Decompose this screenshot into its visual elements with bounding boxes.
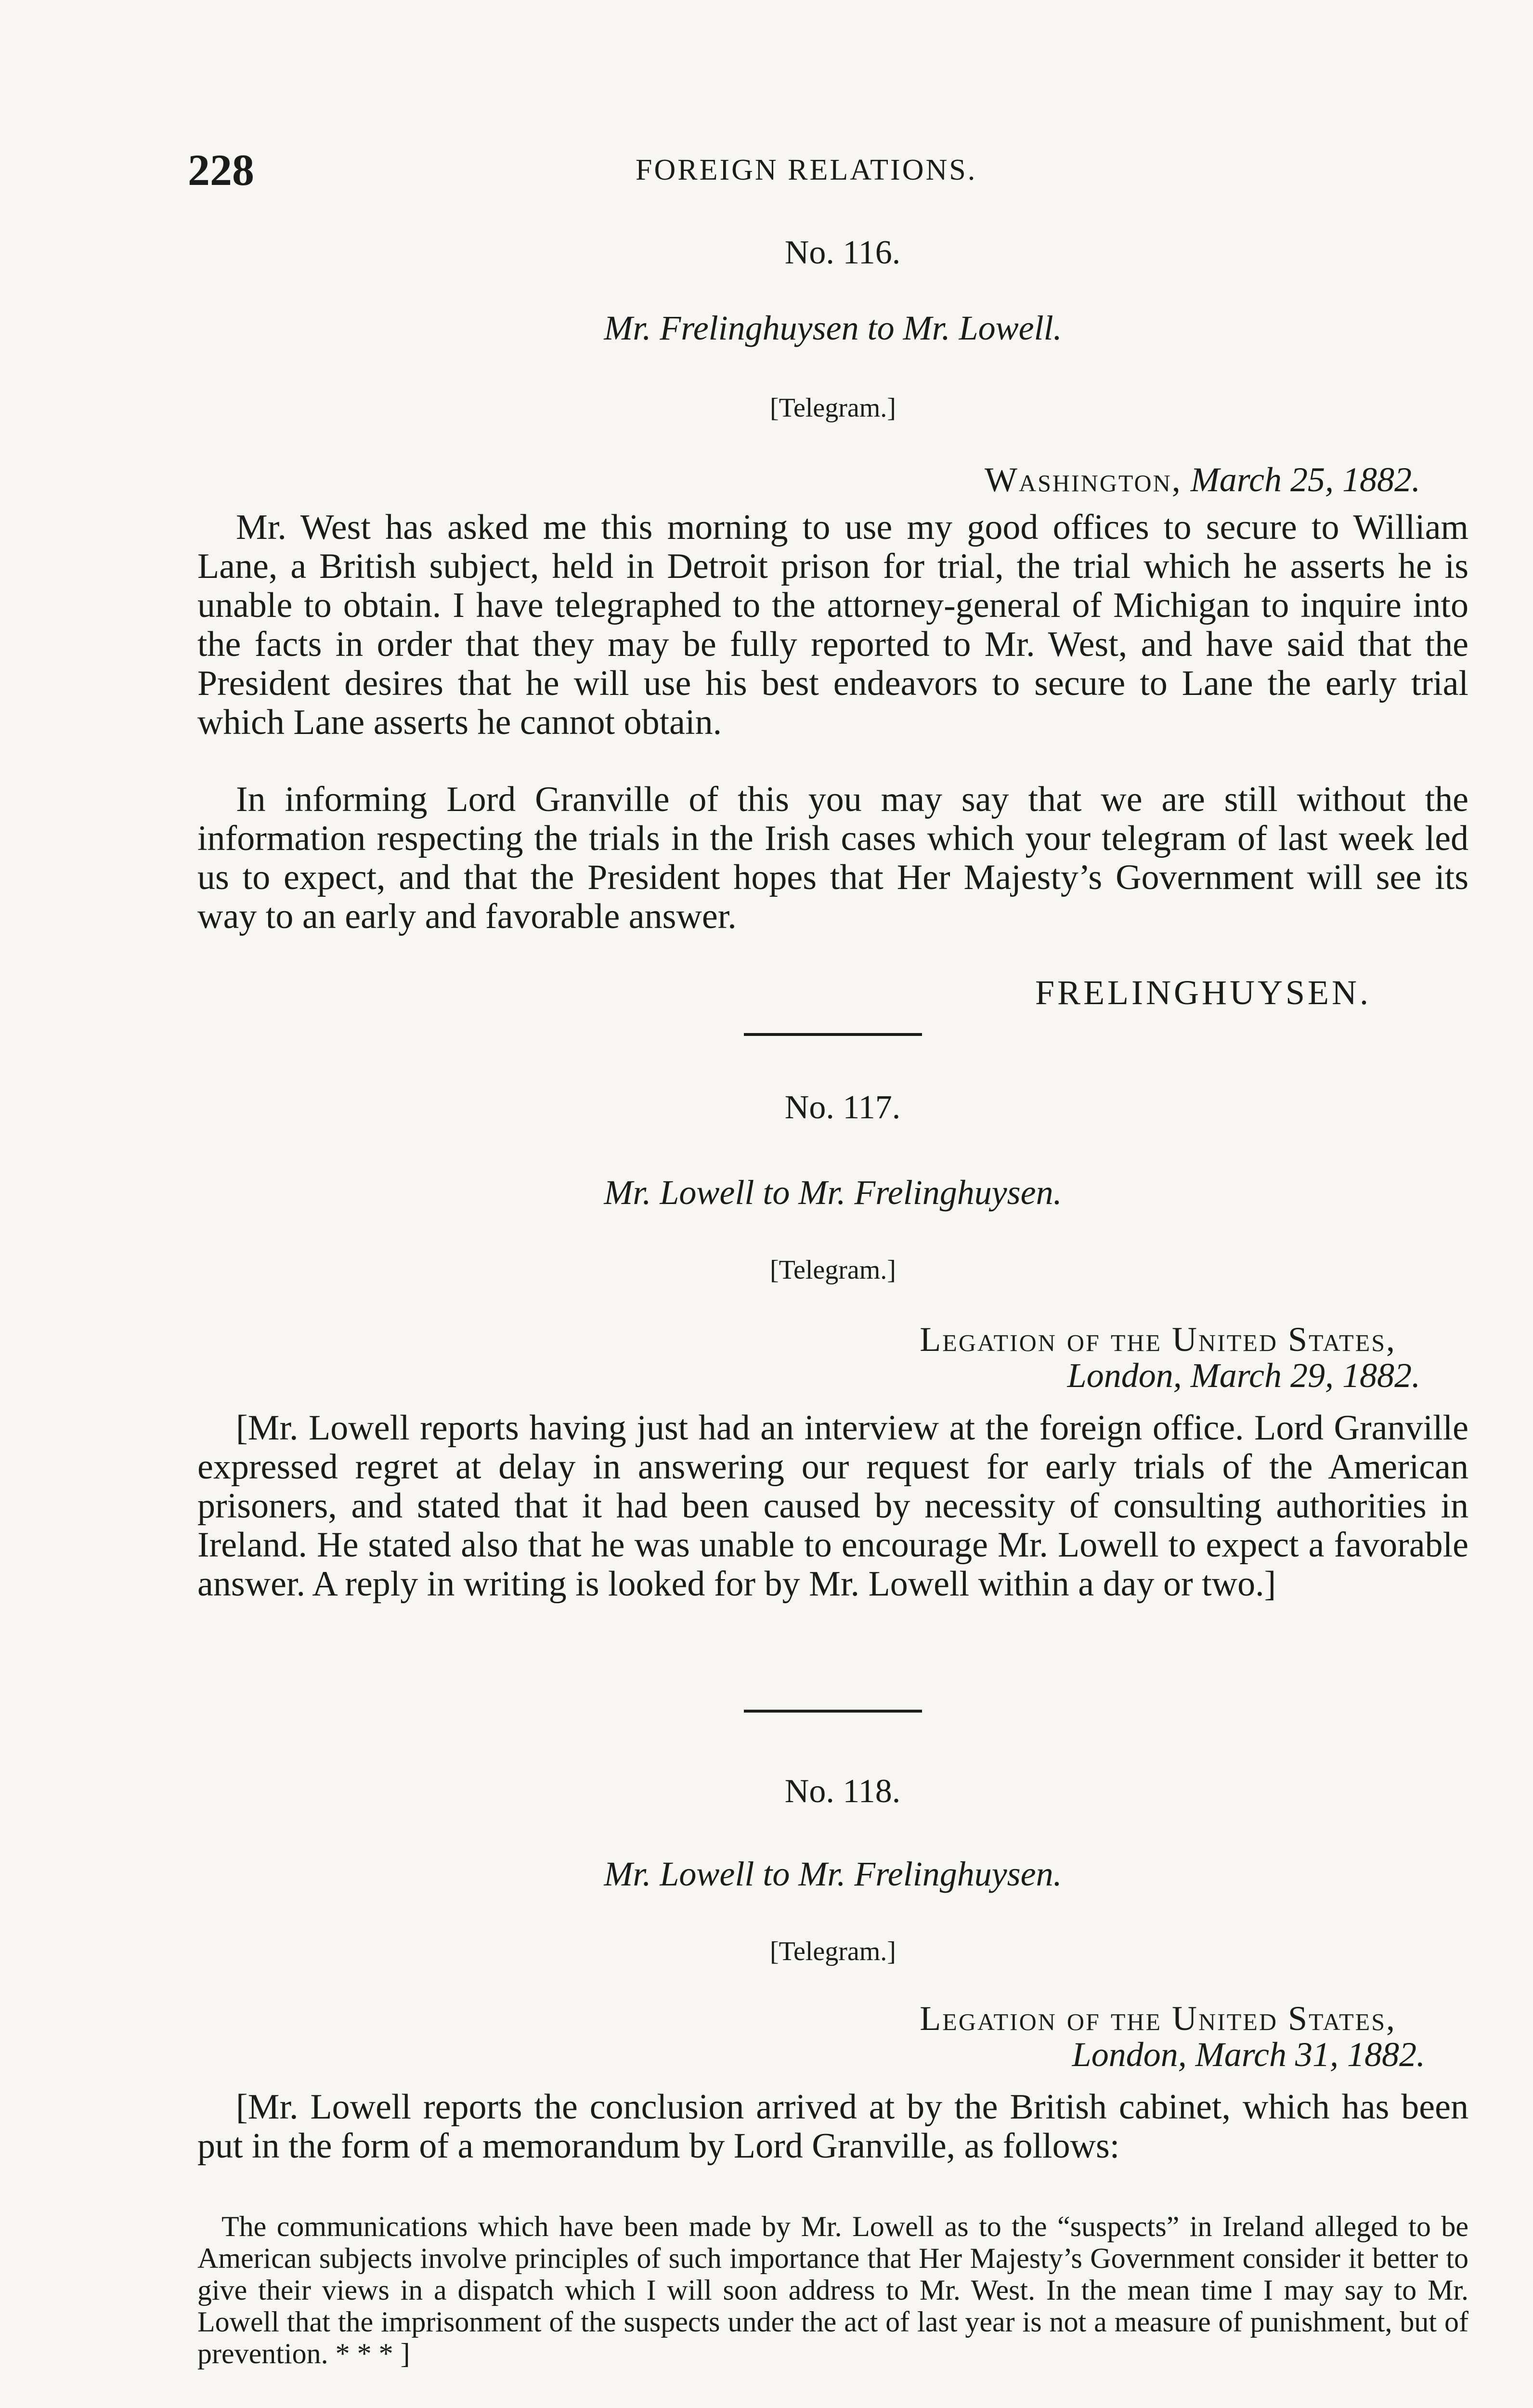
dateline-place: Washington, bbox=[985, 460, 1182, 499]
page-number: 228 bbox=[188, 145, 254, 195]
running-title: FOREIGN RELATIONS. bbox=[636, 154, 977, 186]
document-route: Mr. Lowell to Mr. Frelinghuysen. bbox=[604, 1855, 1062, 1893]
document-type: [Telegram.] bbox=[770, 393, 896, 423]
section-divider bbox=[744, 1033, 922, 1036]
dateline-place: Legation of the United States, bbox=[920, 1320, 1396, 1359]
document-route: Mr. Frelinghuysen to Mr. Lowell. bbox=[604, 309, 1062, 347]
section-divider bbox=[744, 1710, 922, 1713]
dateline-place: Legation of the United States, bbox=[920, 1999, 1396, 2038]
dateline-date: March 25, 1882. bbox=[1190, 460, 1420, 499]
dateline-date: London, March 29, 1882. bbox=[1067, 1356, 1420, 1395]
document-number: No. 116. bbox=[784, 234, 901, 271]
signature: FRELINGHUYSEN. bbox=[1035, 973, 1372, 1012]
dateline-date: London, March 31, 1882. bbox=[1072, 2035, 1425, 2074]
page-header bbox=[188, 144, 1473, 207]
document-route: Mr. Lowell to Mr. Frelinghuysen. bbox=[604, 1173, 1062, 1212]
paragraph: Mr. West has asked me this morning to use my good offices to secure to William Lane, a British subject, held in Detroit prison for trial, the trial which he asserts he is unable to obtain. I have telegraphed to the attorney-general of Michigan to inquire into the facts in order that they may be fully reported to Mr. West, and have said that the President desires that he will use his best endeavors to secure to Lane the early trial which Lane asserts he cannot obtain. bbox=[197, 508, 1468, 742]
dateline bbox=[169, 460, 1420, 500]
document-number: No. 117. bbox=[784, 1089, 901, 1126]
document-type: [Telegram.] bbox=[770, 1255, 896, 1285]
paragraph: In informing Lord Granville of this you may say that we are still without the information respecting the trials in the Irish cases which your telegram of last week led us to expect, and that the President hopes that Her Majesty’s Government will see its way to an early and favorable answer. bbox=[197, 780, 1468, 936]
quoted-memorandum: The communications which have been made by Mr. Lowell as to the “suspects” in Ireland alleged to be American subjects involve principles of such importance that Her Majesty’s Government consider it better to give their views in a dispatch which I will soon address to Mr. West. In the mean time I may say to Mr. Lowell that the imprisonment of the suspects under the act of last year is not a measure of punishment, but of prevention. * * * ] bbox=[197, 2211, 1468, 2369]
paragraph: [Mr. Lowell reports having just had an interview at the foreign office. Lord Granville expressed regret at delay in answering our request for early trials of the American prisoners, and stated that it had been caused by necessity of consulting authorities in Ireland. He stated also that he was unable to encourage Mr. Lowell to expect a favorable answer. A reply in writing is looked for by Mr. Lowell within a day or two.] bbox=[197, 1408, 1468, 1604]
paragraph: [Mr. Lowell reports the conclusion arrived at by the British cabinet, which has been put in the form of a memorandum by Lord Granville, as follows: bbox=[197, 2087, 1468, 2166]
document-type: [Telegram.] bbox=[770, 1937, 896, 1966]
document-number: No. 118. bbox=[784, 1773, 901, 1810]
